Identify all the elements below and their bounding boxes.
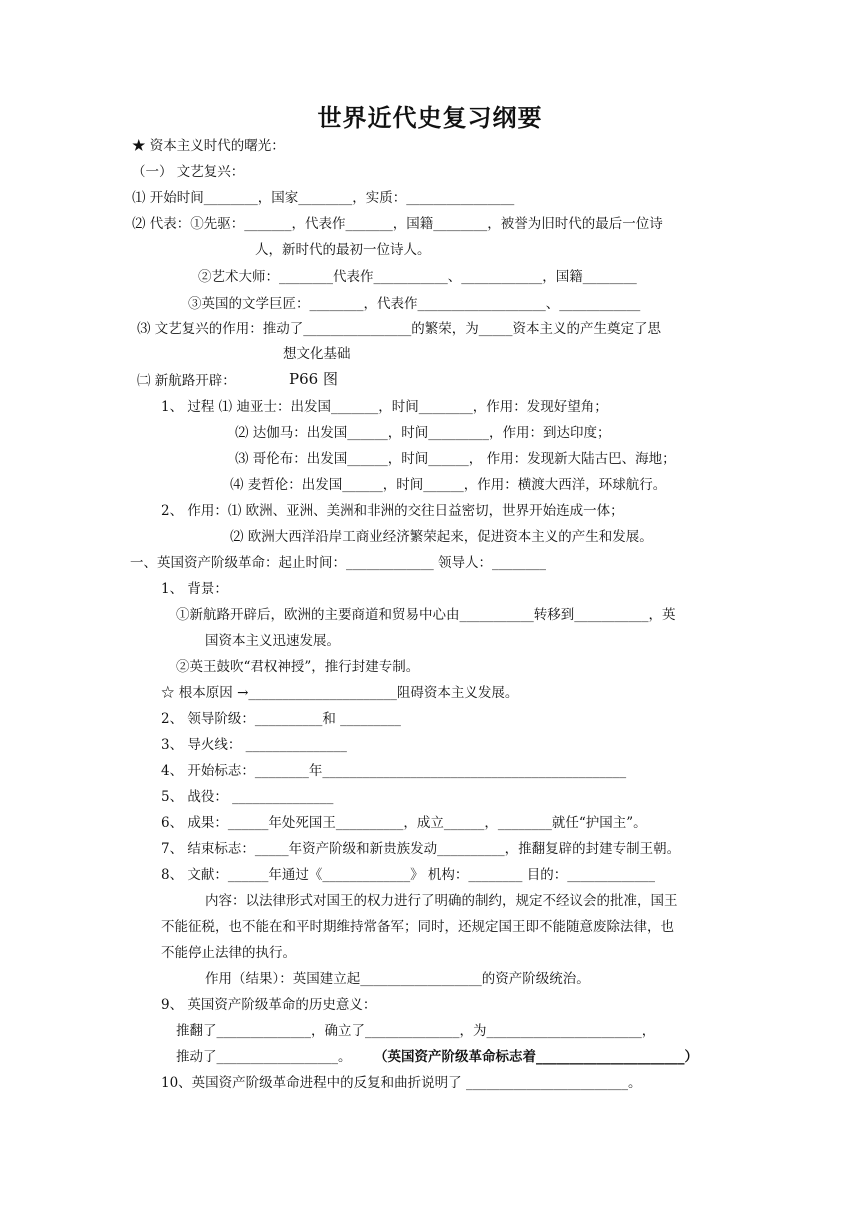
- subsection-heading: （一） 文艺复兴：: [132, 164, 245, 180]
- question-line: ①新航路开辟后，欧洲的主要商道和贸易中心由___________转移到___________，英: [176, 607, 676, 623]
- question-line: 推动了__________________。: [176, 1049, 352, 1065]
- question-line: 2、 作用：⑴ 欧洲、亚洲、美洲和非洲的交往日益密切，世界开始连成一体；: [161, 503, 624, 519]
- question-line: 5、 战役： _______________: [161, 789, 334, 805]
- question-line: 6、 成果：______年处死国王__________，成立______，________就任“护国主”。: [161, 815, 647, 831]
- question-line: 人，新时代的最初一位诗人。: [255, 242, 431, 258]
- question-line: 4、 开始标志：________年_____________________________________________: [161, 763, 627, 779]
- question-line: ⑴ 开始时间________，国家________，实质：________________: [132, 190, 515, 206]
- bold-note: （英国资产阶级革命标志着______________________）: [374, 1049, 698, 1065]
- question-line: ③英国的文学巨匠：________，代表作___________________、____________: [188, 296, 641, 312]
- question-line: 1、 过程 ⑴ 迪亚士：出发国_______，时间________，作用：发现好望角；: [161, 399, 608, 415]
- question-line: 想文化基础: [283, 346, 351, 362]
- question-line: ⑶ 文艺复兴的作用：推动了________________的繁荣，为_____资本主义的产生奠定了思: [137, 321, 662, 337]
- question-line: 10、英国资产阶级革命进程中的反复和曲折说明了 ________________________。: [161, 1075, 642, 1091]
- paragraph-line: 不能征税，也不能在和平时期维持常备军；同时，还规定国王即不能随意废除法律，也: [161, 919, 674, 935]
- question-line: 作用（结果）：英国建立起__________________的资产阶级统治。: [205, 971, 590, 987]
- section-heading: ★ 资本主义时代的曙光：: [132, 138, 285, 154]
- question-line: 1、 背景：: [161, 581, 228, 597]
- question-line: ②艺术大师：________代表作___________、____________，国籍________: [198, 269, 637, 285]
- question-line: 国资本主义迅速发展。: [205, 633, 340, 649]
- figure-reference: P66 图: [289, 370, 338, 388]
- question-line: 9、 英国资产阶级革命的历史意义：: [161, 997, 377, 1013]
- question-line: ⑶ 哥伦布：出发国______，时间______， 作用：发现新大陆古巴、海地；: [235, 451, 676, 467]
- subsection-heading: ㈡ 新航路开辟：: [137, 373, 236, 389]
- question-line: 推翻了______________，确立了______________，为_______________________，: [176, 1023, 656, 1039]
- paragraph-line: 内容：以法律形式对国王的权力进行了明确的制约，规定不经议会的批准，国王: [205, 893, 678, 909]
- question-line: ⑵ 欧洲大西洋沿岸工商业经济繁荣起来，促进资本主义的产生和发展。: [230, 529, 653, 545]
- page-title: 世界近代史复习纲要: [317, 103, 543, 132]
- question-line: 3、 导火线： _______________: [161, 737, 347, 753]
- question-line: ⑵ 达伽马：出发国______，时间_________，作用：到达印度；: [235, 425, 611, 441]
- section-heading: 一、英国资产阶级革命：起止时间：_____________ 领导人：________: [130, 555, 547, 571]
- question-line: ⑷ 麦哲伦：出发国______，时间______，作用：横渡大西洋，环球航行。: [230, 477, 667, 493]
- question-line: ⑵ 代表：①先驱：_______，代表作_______，国籍________，被誉为旧时代的最后一位诗: [132, 216, 663, 232]
- question-line: 7、 结束标志：_____年资产阶级和新贵族发动__________，推翻复辟的封建专制王朝。: [161, 841, 681, 857]
- question-line: ☆ 根本原因 →______________________阻碍资本主义发展。: [161, 685, 519, 701]
- question-line: ②英王鼓吹“君权神授”，推行封建专制。: [176, 659, 420, 675]
- paragraph-line: 不能停止法律的执行。: [161, 945, 296, 961]
- question-line: 2、 领导阶级：__________和 _________: [161, 711, 401, 727]
- question-line: 8、 文献：______年通过《_____________》 机构：________ 目的：_____________: [161, 867, 655, 883]
